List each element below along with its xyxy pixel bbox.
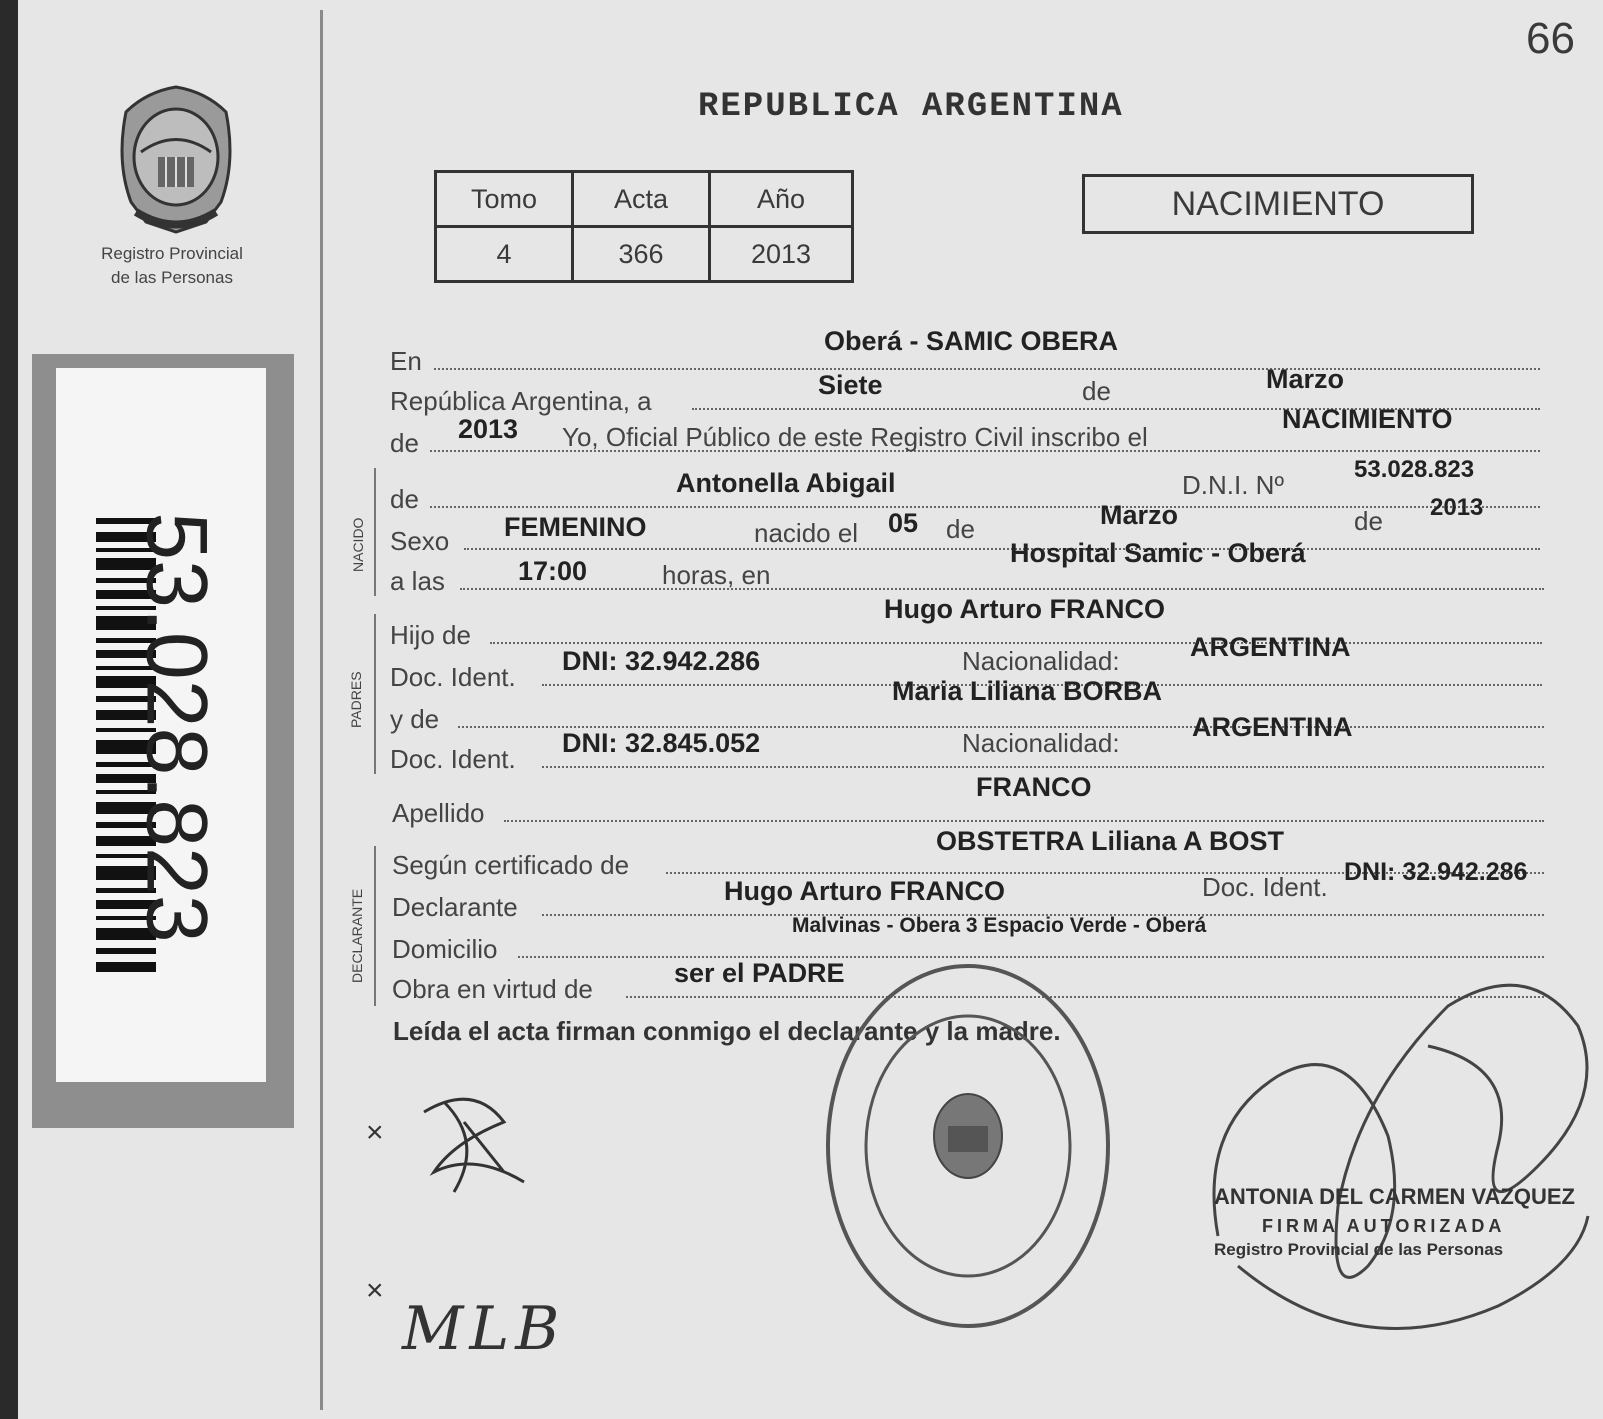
document-type-box: NACIMIENTO [1082, 174, 1474, 234]
value-dia-letras: Siete [818, 370, 883, 400]
registry-value-acta: 366 [573, 227, 710, 282]
label-y-de: y de [390, 704, 440, 734]
dni-vertical-number: 53.028.823 [128, 512, 225, 943]
registry-value-tomo: 4 [436, 227, 573, 282]
value-mes-nac: Marzo [1100, 500, 1179, 530]
value-nombre: Antonella Abigail [676, 468, 896, 498]
dotted-line [434, 368, 1540, 370]
section-bracket-nacido [374, 468, 376, 596]
section-label-padres: PADRES [348, 671, 364, 728]
label-hijo-de: Hijo de [390, 620, 471, 650]
page-title: REPUBLICA ARGENTINA [698, 88, 1124, 126]
label-horas-en: horas, en [662, 560, 771, 590]
label-dni-no: D.N.I. Nº [1182, 470, 1284, 500]
label-de: de [1082, 376, 1111, 406]
label-yo-oficial: Yo, Oficial Público de este Registro Civil inscribo el [562, 422, 1148, 452]
value-dni-nacido: 53.028.823 [1354, 456, 1475, 483]
value-anio-registro: 2013 [458, 414, 519, 444]
registry-header-acta: Acta [573, 172, 710, 227]
value-padre: Hugo Arturo FRANCO [884, 594, 1165, 624]
logo-caption-line2: de las Personas [111, 268, 233, 287]
label-declarante: Declarante [392, 892, 518, 922]
official-name: ANTONIA DEL CARMEN VAZQUEZ [1214, 1184, 1575, 1209]
closing-statement: Leída el acta firman conmigo el declarante y la madre. [393, 1016, 1061, 1046]
label-apellido: Apellido [392, 798, 485, 828]
dotted-line [464, 548, 1540, 550]
value-lugar: Oberá - SAMIC OBERA [824, 326, 1119, 356]
label-doc-ident: Doc. Ident. [390, 662, 516, 692]
province-seal-logo [106, 72, 246, 242]
value-certificado: OBSTETRA Liliana A BOST [936, 826, 1285, 856]
signature-mark: × [366, 1116, 384, 1149]
label-sexo: Sexo [390, 526, 450, 556]
value-mes-registro: Marzo [1266, 364, 1345, 394]
mother-initials-signature: MLB [402, 1294, 566, 1364]
value-padre-dni: DNI: 32.942.286 [562, 646, 761, 676]
value-madre: Maria Liliana BORBA [892, 676, 1163, 706]
label-de: de [390, 428, 419, 458]
signature-mark: × [366, 1274, 384, 1307]
value-sexo: FEMENINO [504, 512, 647, 542]
section-label-declarante: DECLARANTE [349, 888, 365, 983]
label-republica: República Argentina, a [390, 386, 652, 416]
value-dia-nac: 05 [888, 508, 919, 538]
birth-certificate-page [18, 0, 1603, 1419]
value-padre-nacionalidad: ARGENTINA [1190, 632, 1351, 662]
value-lugar-nac: Hospital Samic - Oberá [1010, 538, 1306, 568]
registry-header-anio: Año [710, 172, 853, 227]
official-office: Registro Provincial de las Personas [1214, 1240, 1504, 1259]
barcode-panel [32, 354, 294, 1128]
dotted-line [542, 766, 1544, 768]
label-nacionalidad: Nacionalidad: [962, 728, 1120, 758]
value-madre-dni: DNI: 32.845.052 [562, 728, 761, 758]
label-en: En [390, 346, 422, 376]
official-signature [1198, 966, 1598, 1346]
registry-value-anio: 2013 [710, 227, 853, 282]
registry-header-tomo: Tomo [436, 172, 573, 227]
label-nacionalidad: Nacionalidad: [962, 646, 1120, 676]
registry-table [434, 170, 854, 283]
value-domicilio: Malvinas - Obera 3 Espacio Verde - Oberá [792, 914, 1207, 937]
dotted-line [460, 588, 1544, 590]
label-de: de [390, 484, 419, 514]
page-number: 66 [1526, 14, 1575, 63]
page-divider [320, 10, 323, 1410]
value-hora: 17:00 [518, 556, 588, 586]
label-doc-ident: Doc. Ident. [1202, 872, 1328, 902]
label-doc-ident: Doc. Ident. [390, 744, 516, 774]
declarant-signature [414, 1082, 534, 1202]
label-a-las: a las [390, 566, 445, 596]
label-obra-virtud: Obra en virtud de [392, 974, 593, 1004]
label-domicilio: Domicilio [392, 934, 498, 964]
logo-caption-line1: Registro Provincial [101, 244, 243, 263]
dotted-line [490, 642, 1542, 644]
value-tipo-inscripcion: NACIMIENTO [1282, 404, 1453, 434]
official-role: FIRMA AUTORIZADA [1262, 1216, 1506, 1236]
value-madre-nacionalidad: ARGENTINA [1192, 712, 1353, 742]
value-anio-nac: 2013 [1430, 494, 1484, 521]
section-bracket-padres [374, 614, 376, 774]
barcode-label [56, 368, 266, 1082]
label-segun: Según certificado de [392, 850, 630, 880]
value-obra-virtud: ser el PADRE [674, 958, 845, 988]
section-bracket-declarante [374, 846, 376, 1006]
registry-stamp [818, 956, 1128, 1346]
value-apellido: FRANCO [976, 772, 1092, 802]
section-label-nacido: NACIDO [350, 517, 366, 572]
value-declarante-dni: DNI: 32.942.286 [1344, 858, 1528, 886]
dotted-line [504, 820, 1544, 822]
label-nacido-el: nacido el [754, 518, 859, 548]
label-de: de [1354, 506, 1383, 536]
value-declarante: Hugo Arturo FRANCO [724, 876, 1005, 906]
label-de: de [946, 514, 975, 544]
